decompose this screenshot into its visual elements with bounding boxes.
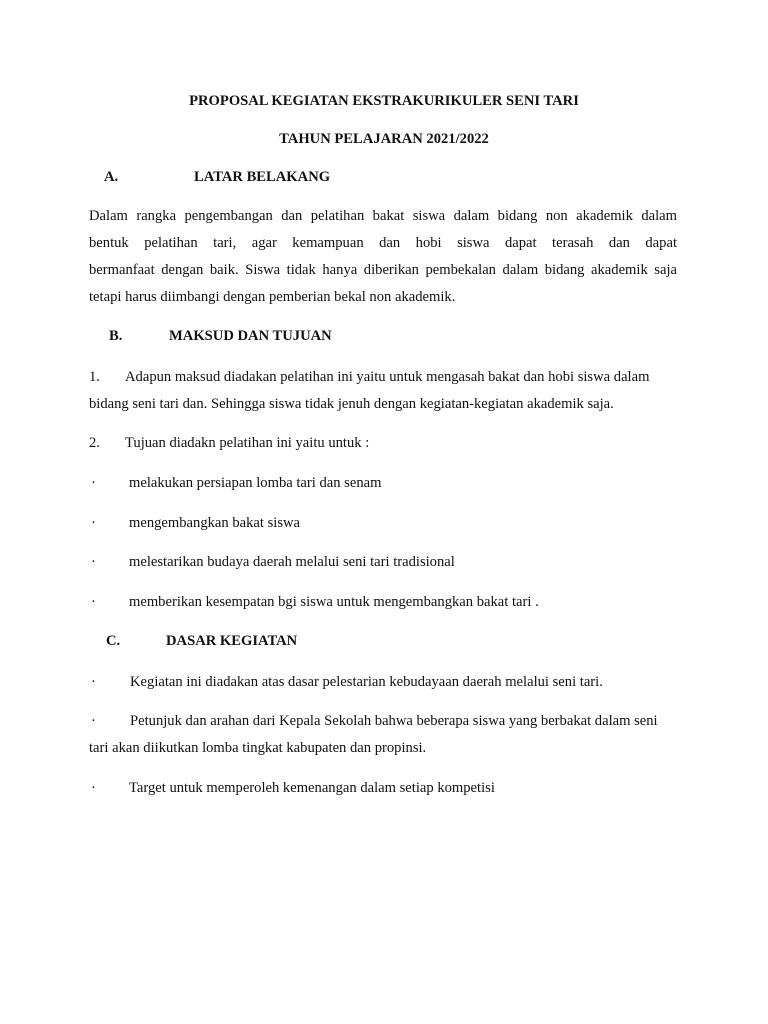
bullet-item: melestarikan budaya daerah melalui seni tari tradisional (129, 554, 455, 570)
paragraph-line: bentuk pelatihan tari, agar kemampuan dan hobi siswa dapat terasah dan dapat (89, 235, 677, 251)
bullet-icon: · (91, 780, 96, 796)
bullet-item: memberikan kesempatan bgi siswa untuk mengembangkan bakat tari . (129, 594, 539, 610)
bullet-icon: · (91, 554, 96, 570)
paragraph-line: Dalam rangka pengembangan dan pelatihan bakat siswa dalam bidang non akademik dalam (89, 208, 677, 224)
bullet-item: Petunjuk dan arahan dari Kepala Sekolah bahwa beberapa siswa yang berbakat dalam seni (130, 713, 658, 729)
list-item-text: Tujuan diadakn pelatihan ini yaitu untuk : (125, 435, 370, 451)
bullet-item: melakukan persiapan lomba tari dan senam (129, 475, 382, 491)
list-item-text: bidang seni tari dan. Sehingga siswa tidak jenuh dengan kegiatan-kegiatan akademik saja. (89, 396, 614, 412)
section-c-marker: C. (106, 633, 121, 649)
section-a-paragraph (89, 203, 677, 311)
bullet-icon: · (91, 515, 96, 531)
document-subtitle: TAHUN PELAJARAN 2021/2022 (279, 131, 489, 147)
section-b-marker: B. (109, 328, 123, 344)
paragraph-line: tetapi harus diimbangi dengan pemberian bekal non akademik. (89, 289, 456, 305)
bullet-icon: · (91, 713, 96, 729)
section-a-marker: A. (104, 169, 119, 185)
bullet-item: Target untuk memperoleh kemenangan dalam setiap kompetisi (129, 780, 495, 796)
document-title: PROPOSAL KEGIATAN EKSTRAKURIKULER SENI TARI (189, 93, 579, 109)
list-number: 1. (89, 369, 100, 385)
bullet-icon: · (91, 674, 96, 690)
bullet-item: Kegiatan ini diadakan atas dasar pelestarian kebudayaan daerah melalui seni tari. (130, 674, 603, 690)
bullet-item-continuation: tari akan diikutkan lomba tingkat kabupaten dan propinsi. (89, 740, 427, 756)
bullet-icon: · (91, 594, 96, 610)
bullet-icon: · (91, 475, 96, 491)
section-b-heading: MAKSUD DAN TUJUAN (169, 328, 332, 344)
bullet-item: mengembangkan bakat siswa (129, 515, 301, 531)
section-c-heading: DASAR KEGIATAN (166, 633, 298, 649)
list-number: 2. (89, 435, 100, 451)
paragraph-line: bermanfaat dengan baik. Siswa tidak hanya diberikan pembekalan dalam bidang akademik saja (89, 262, 677, 278)
section-a-heading: LATAR BELAKANG (194, 169, 331, 185)
list-item-text: Adapun maksud diadakan pelatihan ini yaitu untuk mengasah bakat dan hobi siswa dalam (125, 369, 650, 385)
